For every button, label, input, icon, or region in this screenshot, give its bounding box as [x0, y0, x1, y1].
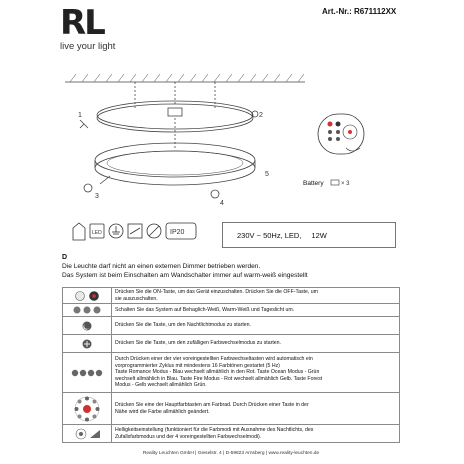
row-text: Nähe wird die Farbe allmählich geändert.	[115, 408, 210, 415]
mounting-illustration	[60, 60, 310, 210]
callout-label-2: 2	[259, 112, 263, 119]
row-text: sie auszuschalten.	[115, 295, 158, 302]
callout-label-4: 4	[220, 200, 224, 207]
row-text: Helligkeitseinstellung (funktioniert für die Farbmodi mit Ausnahme des Nachtlichts, des	[115, 427, 314, 434]
intro-line: Das System ist beim Einschalten am Wandschalter immer auf warm-weiß eingestellt	[62, 271, 308, 279]
table-row	[63, 425, 400, 443]
spec-power: 12W	[311, 230, 327, 240]
callout-label-5: 5	[265, 171, 269, 178]
footer-address: Reality Leuchten GmbH | Gieselstr. 4 | D-59823 Arnsberg | www.reality-leuchten.de	[142, 451, 320, 456]
table-row	[63, 353, 400, 393]
callout-label-3: 3	[95, 193, 99, 200]
table-row	[63, 335, 400, 353]
row-text: Drücken Sie eine der Hauptfarbtasten am Farbrad. Durch Drücken einer Taste in der	[115, 402, 309, 409]
brand-logo: RL	[60, 3, 104, 43]
no-dimmer-icon	[147, 224, 161, 238]
row-text: Drücken Sie die Taste, um den Nachtlichtmodus zu starten.	[115, 322, 251, 329]
random-color-icon	[80, 338, 94, 350]
safety-icon-row	[70, 218, 200, 246]
row-text: Modus - Gelb wechselt allmählich Grün.	[115, 382, 207, 389]
row-text: Zufallsfarbmodus und der 4 voreingestellten Farbwechselmodi).	[115, 433, 262, 440]
table-row	[63, 304, 400, 317]
battery-count: × 3	[341, 181, 350, 187]
spec-voltage: 230V ~ 50Hz, LED,	[237, 230, 302, 240]
remote-control-illustration	[316, 108, 366, 168]
night-mode-icon	[80, 320, 94, 332]
row-text: Drücken Sie die Taste, um den zufälligen Farbwechselmodus zu starten.	[115, 340, 281, 347]
row-text: Durch Drücken einer der vier voreingestellten Farbwechseltasten wird automatisch ein	[115, 356, 313, 363]
intro-line: Die Leuchte darf nicht an einen externen Dimmer betrieben werden.	[62, 263, 261, 270]
article-number: Art.-Nr.: R671112XX	[322, 7, 397, 16]
ip20-label: IP20	[170, 229, 185, 236]
row-text: Schalten Sie das System auf Behaglich-Weiß, Warm-Weiß und Tageslicht um.	[115, 306, 295, 313]
table-row	[63, 393, 400, 425]
min-distance-icon	[128, 224, 142, 238]
brightness-icon	[72, 427, 102, 441]
row-text: vorprogrammierter Zyklus mit mindestens 16 Farbtönen gestartet (5 Hz)	[115, 362, 280, 369]
battery-label: Battery	[303, 180, 324, 187]
spec-box	[222, 222, 396, 248]
section-letter: D	[62, 254, 68, 261]
table-row	[63, 317, 400, 335]
brand-tagline: live your light	[60, 41, 116, 52]
table-row	[63, 288, 400, 304]
row-text: wechselt allmählich in Blau. Taste Fire Modus - Rot wechselt allmählich Gelb. Taste Forest	[115, 375, 323, 382]
intro-text	[62, 263, 392, 280]
led-label: LED	[92, 230, 102, 236]
callout-label-1: 1	[78, 112, 82, 119]
on-off-buttons-icon	[70, 290, 104, 302]
color-modes-icon	[70, 367, 104, 379]
color-wheel-icon	[73, 395, 101, 423]
white-modes-icon	[70, 305, 104, 315]
earth-symbol-icon	[109, 224, 123, 238]
battery-icon	[330, 176, 352, 190]
class-indoor-icon	[73, 223, 85, 240]
row-text: Drücken Sie die ON-Taste, um das Gerät einzuschalten. Drücken Sie die OFF-Taste, um	[115, 289, 318, 296]
row-text: Taste Romance Modus - Blau wechselt allmählich in den Rot. Taste Ocean Modus - Grün	[115, 369, 320, 376]
function-table	[62, 287, 400, 443]
